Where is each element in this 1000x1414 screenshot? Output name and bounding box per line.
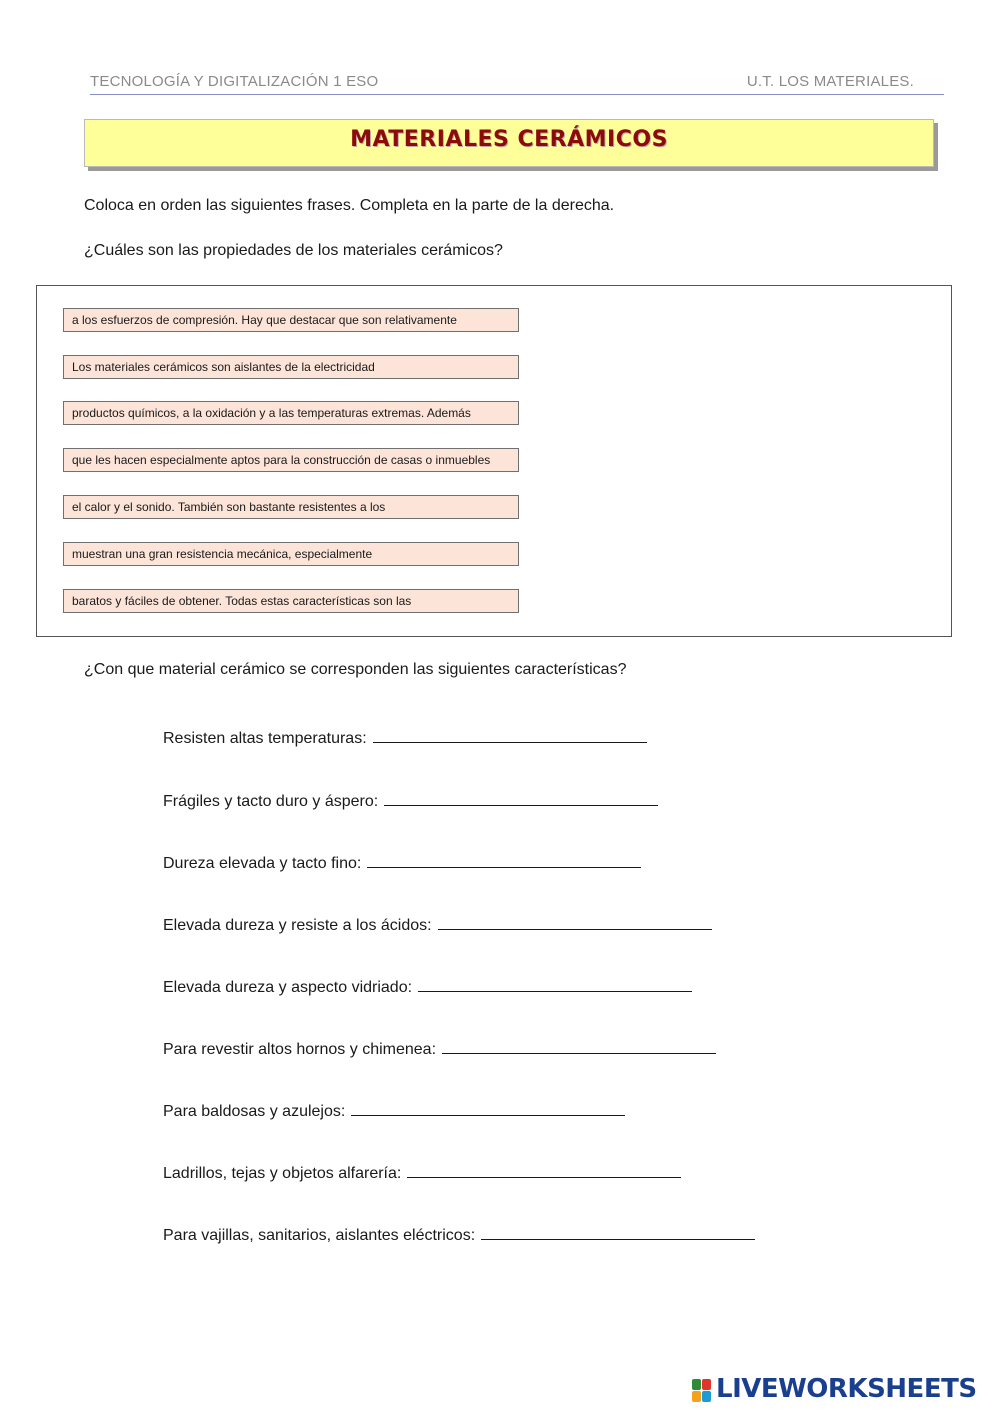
page-title: MATERIALES CERÁMICOS [350, 127, 668, 152]
question-properties: ¿Cuáles son las propiedades de los materiales cerámicos? [84, 242, 503, 259]
liveworksheets-brand[interactable] [692, 1374, 990, 1408]
answer-blank[interactable] [407, 1161, 681, 1178]
sentence-card[interactable]: muestran una gran resistencia mecánica, especialmente [63, 542, 519, 566]
answer-blank[interactable] [442, 1037, 716, 1054]
answer-blank[interactable] [384, 789, 658, 806]
sentence-card[interactable]: baratos y fáciles de obtener. Todas estas características son las [63, 589, 519, 613]
question-characteristics: ¿Con que material cerámico se corresponden las siguientes características? [84, 661, 627, 678]
header-unit: U.T. LOS MATERIALES. [746, 73, 914, 90]
characteristic-label: Para baldosas y azulejos: [163, 1103, 346, 1120]
characteristic-row [163, 789, 658, 811]
characteristic-label: Para revestir altos hornos y chimenea: [163, 1041, 437, 1058]
characteristic-label: Dureza elevada y tacto fino: [163, 855, 362, 872]
answer-blank[interactable] [438, 913, 712, 930]
sentence-card[interactable]: Los materiales cerámicos son aislantes de la electricidad [63, 355, 519, 379]
sentence-card[interactable]: que les hacen especialmente aptos para la construcción de casas o inmuebles [63, 448, 519, 472]
characteristic-row [163, 1099, 625, 1121]
characteristic-row [163, 1223, 755, 1245]
sentence-card[interactable]: productos químicos, a la oxidación y a las temperaturas extremas. Además [63, 401, 519, 425]
answer-blank[interactable] [418, 975, 692, 992]
sentence-ordering-panel[interactable] [36, 285, 952, 637]
page-header [90, 70, 944, 95]
characteristic-row [163, 913, 712, 935]
instruction-order: Coloca en orden las siguientes frases. Completa en la parte de la derecha. [84, 197, 615, 214]
answer-blank[interactable] [367, 851, 641, 868]
characteristic-label: Resisten altas temperaturas: [163, 730, 367, 747]
answer-blank[interactable] [351, 1099, 625, 1116]
answer-blank[interactable] [373, 726, 647, 743]
characteristic-label: Ladrillos, tejas y objetos alfarería: [163, 1165, 402, 1182]
sentence-card[interactable]: el calor y el sonido. También son bastante resistentes a los [63, 495, 519, 519]
characteristic-row [163, 726, 647, 748]
characteristic-label: Frágiles y tacto duro y áspero: [163, 793, 379, 810]
characteristic-row [163, 851, 641, 873]
sentence-card[interactable]: a los esfuerzos de compresión. Hay que destacar que son relativamente [63, 308, 519, 332]
characteristic-label: Elevada dureza y resiste a los ácidos: [163, 917, 432, 934]
liveworksheets-logo-icon [692, 1379, 712, 1403]
answer-blank[interactable] [481, 1223, 755, 1240]
header-course: TECNOLOGÍA Y DIGITALIZACIÓN 1 ESO [90, 73, 379, 90]
characteristic-row [163, 1161, 681, 1183]
characteristic-row [163, 1037, 716, 1059]
characteristic-label: Para vajillas, sanitarios, aislantes eléctricos: [163, 1227, 476, 1244]
brand-name: LIVEWORKSHEETS [716, 1374, 977, 1404]
characteristic-row [163, 975, 692, 997]
title-banner [84, 119, 934, 167]
characteristic-label: Elevada dureza y aspecto vidriado: [163, 979, 413, 996]
